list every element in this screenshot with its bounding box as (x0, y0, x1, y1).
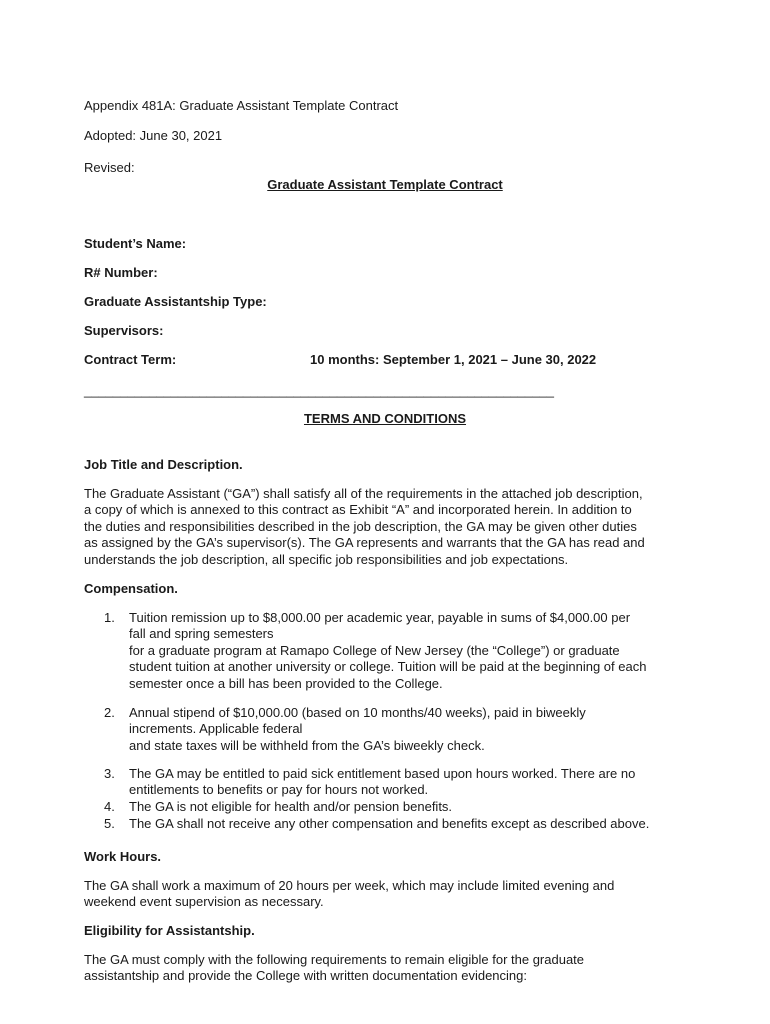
r-number-label: R# Number: (84, 265, 158, 280)
job-line: as assigned by the GA’s supervisor(s). The GA represents and warrants that the GA has read and (84, 535, 645, 551)
list-item-line: The GA is not eligible for health and/or pension benefits. (129, 799, 453, 814)
list-item-line: and state taxes will be withheld from the GA’s biweekly check. (129, 737, 485, 753)
job-line: The Graduate Assistant (“GA”) shall satisfy all of the requirements in the attached job description, (84, 486, 643, 501)
terms-title: TERMS AND CONDITIONS (303, 411, 467, 426)
list-number: 2. (104, 705, 115, 720)
job-paragraph (84, 486, 692, 568)
adopted-line: Adopted: June 30, 2021 (84, 128, 223, 143)
eligibility-line: The GA must comply with the following requirements to remain eligible for the graduate (84, 952, 585, 967)
list-item-line: entitlements to benefits or pay for hours not worked. (129, 782, 429, 798)
student-name-label: Student’s Name: (84, 236, 187, 251)
supervisors-label: Supervisors: (84, 323, 164, 338)
job-line: understands the job description, all specific job responsibilities and job expectations. (84, 551, 569, 567)
contract-term-value: 10 months: September 1, 2021 – June 30, 2022 (310, 352, 597, 367)
appendix-line: Appendix 481A: Graduate Assistant Template Contract (84, 98, 399, 113)
list-item-line: Tuition remission up to $8,000.00 per academic year, payable in sums of $4,000.00 per (129, 610, 631, 625)
list-item-line: student tuition at another university or college. Tuition will be paid at the beginning of each (129, 659, 647, 675)
eligibility-heading: Eligibility for Assistantship. (84, 923, 255, 938)
compensation-heading: Compensation. (84, 581, 178, 596)
eligibility-line: assistantship and provide the College with written documentation evidencing: (84, 968, 527, 984)
job-heading: Job Title and Description. (84, 457, 243, 472)
list-number: 4. (104, 799, 115, 814)
revised-line: Revised: (84, 160, 135, 175)
list-item-line: The GA shall not receive any other compensation and benefits except as described above. (129, 816, 650, 831)
divider-line: _________________________________________________________________ (84, 383, 554, 398)
work-hours-line: weekend event supervision as necessary. (84, 894, 324, 910)
list-item-line: semester once a bill has been provided to the College. (129, 675, 443, 691)
list-number: 3. (104, 766, 115, 781)
contract-term-label: Contract Term: (84, 352, 177, 367)
work-hours-line: The GA shall work a maximum of 20 hours per week, which may include limited evening and (84, 878, 615, 893)
work-hours-paragraph (84, 878, 692, 911)
list-number: 1. (104, 610, 115, 625)
work-hours-heading: Work Hours. (84, 849, 162, 864)
list-number: 5. (104, 816, 115, 831)
assistantship-type-label: Graduate Assistantship Type: (84, 294, 267, 309)
eligibility-paragraph (84, 952, 692, 985)
list-item-line: fall and spring semesters (129, 626, 274, 642)
document-title: Graduate Assistant Template Contract (267, 177, 503, 192)
list-item-line: The GA may be entitled to paid sick entitlement based upon hours worked. There are no (129, 766, 636, 781)
job-line: the duties and responsibilities described in the job description, the GA may be given other duties (84, 518, 637, 534)
list-item-line: for a graduate program at Ramapo College of New Jersey (the “College”) or graduate (129, 642, 620, 658)
list-item-line: Annual stipend of $10,000.00 (based on 10 months/40 weeks), paid in biweekly (129, 705, 586, 720)
job-line: a copy of which is annexed to this contract as Exhibit “A” and incorporated herein. In addition to (84, 502, 632, 518)
list-item-line: increments. Applicable federal (129, 721, 303, 737)
